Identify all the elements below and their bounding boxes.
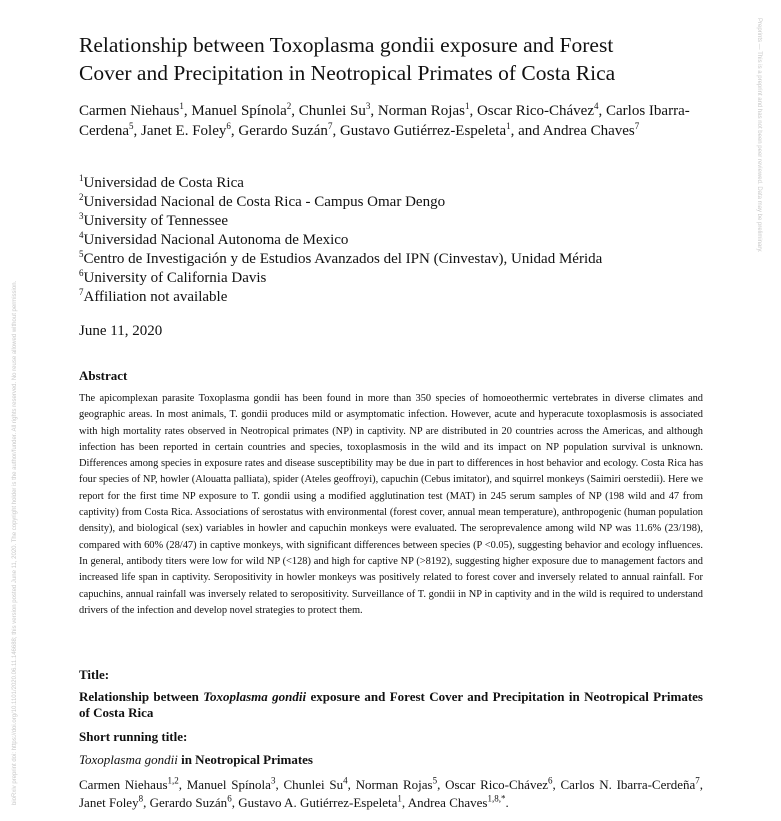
author	[141, 123, 238, 139]
affiliation	[79, 250, 705, 269]
block-author-name: Gustavo A. Gutiérrez-Espeleta	[238, 795, 398, 810]
block-author-name: Janet Foley	[79, 795, 139, 810]
author-affiliation-mark: 1	[179, 101, 184, 111]
block-author	[408, 795, 509, 810]
bold-title-post: exposure and Forest Cover and Precipitation in Neotropical Primates of Costa Rica	[79, 689, 703, 720]
author-separator: ,	[510, 123, 519, 139]
author-separator: ,	[291, 103, 299, 119]
author-name: Manuel Spínola	[191, 103, 287, 119]
author-affiliation-mark: 7	[634, 121, 640, 131]
running-title-label: Short running title:	[79, 729, 188, 744]
block-author-separator: ,	[143, 795, 150, 810]
affiliation	[79, 269, 705, 288]
affiliation-text: Universidad Nacional de Costa Rica - Campus Omar Dengo	[83, 194, 446, 210]
author-affiliation-mark: 4	[594, 101, 599, 111]
block-author-name: Oscar Rico-Chávez	[445, 777, 548, 792]
block-author-affiliation-mark: 8	[138, 793, 144, 804]
block-author-affiliation-mark: 6	[548, 775, 553, 786]
block-author	[79, 777, 187, 792]
affiliation	[79, 174, 705, 193]
affiliation-number: 4	[79, 230, 84, 240]
block-author-affiliation-mark: 1,2	[167, 775, 179, 786]
block-author-separator: .	[505, 795, 509, 810]
block-author-name: Gerardo Suzán	[149, 795, 228, 810]
author-name: Carlos Ibarra-Cerdena	[79, 103, 690, 139]
block-author-name: Chunlei Su	[283, 777, 344, 792]
block-author	[187, 777, 284, 792]
preprint-watermark: bioRxiv preprint doi: https://doi.org/10.1101/2020.06.11.146688; this version posted June 11, 2020. The copyright holder is the author/funder. All rights reserved. No reuse allowed without permission.	[12, 280, 18, 805]
block-author-affiliation-mark: 6	[227, 793, 232, 804]
affiliation	[79, 231, 705, 250]
block-author-affiliation-mark: 4	[343, 775, 348, 786]
block-author-separator: ,	[699, 777, 703, 792]
affiliation	[79, 288, 705, 307]
author-name: Chunlei Su	[298, 103, 366, 119]
author	[477, 103, 606, 119]
author	[518, 123, 639, 139]
affiliation	[79, 212, 705, 231]
author-affiliation-mark: 2	[286, 101, 292, 111]
paper-title-line-1: Relationship between Toxoplasma gondii exposure and Forest	[79, 33, 614, 57]
affiliation-number: 7	[79, 287, 84, 297]
author	[191, 103, 298, 119]
block-author	[561, 777, 704, 792]
affiliation-number: 2	[79, 192, 84, 202]
block-author-affiliation-mark: 7	[695, 775, 700, 786]
author-separator: ,	[598, 103, 607, 119]
paper-title-line-2: Cover and Precipitation in Neotropical Primates of Costa Rica	[79, 61, 616, 85]
author-name: and Andrea Chaves	[518, 123, 635, 139]
author-affiliation-mark: 1	[464, 101, 470, 111]
author-name: Carmen Niehaus	[79, 103, 180, 119]
author	[299, 103, 378, 119]
author-name: Oscar Rico-Chávez	[476, 103, 595, 119]
author	[238, 123, 340, 139]
affiliation-number: 6	[79, 268, 84, 278]
author-name: Janet E. Foley	[140, 123, 227, 139]
author-name: Norman Rojas	[377, 103, 465, 119]
author-separator: ,	[332, 123, 340, 139]
affiliation-text: University of California Davis	[83, 270, 267, 286]
block-author-separator: ,	[401, 795, 408, 810]
block-author-name: Carmen Niehaus	[79, 777, 168, 792]
author-affiliation-mark: 7	[327, 121, 333, 131]
author-separator: ,	[133, 123, 141, 139]
title-label: Title:	[79, 667, 110, 682]
block-author-separator: ,	[347, 777, 356, 792]
affiliation-list	[79, 174, 705, 307]
affiliation-text: Universidad Nacional Autonoma de Mexico	[83, 232, 349, 248]
block-author-name: Andrea Chaves	[407, 795, 488, 810]
preprint-watermark-right: Preprints — This is a preprint and has not been peer reviewed. Data may be preliminary.	[756, 18, 762, 253]
author-affiliation-mark: 1	[506, 121, 511, 131]
block-author-affiliation-mark: 5	[432, 775, 438, 786]
block-author	[356, 777, 445, 792]
running-title	[79, 752, 313, 768]
author-separator: ,	[230, 123, 239, 139]
author	[340, 123, 518, 139]
author-separator: ,	[183, 103, 192, 119]
author	[79, 103, 191, 119]
block-author-name: Carlos N. Ibarra-Cerdeña	[560, 777, 696, 792]
author-separator: ,	[370, 103, 378, 119]
author-list	[79, 101, 705, 141]
affiliation-number: 5	[79, 249, 84, 259]
running-title-species: Toxoplasma gondii	[79, 752, 178, 767]
bold-title-pre: Relationship between	[79, 689, 204, 704]
block-author-affiliation-mark: 3	[270, 775, 276, 786]
block-author	[445, 777, 560, 792]
bold-title	[79, 689, 703, 721]
block-author	[79, 795, 150, 810]
affiliation-number: 1	[79, 173, 84, 183]
author-name: Gerardo Suzán	[238, 123, 328, 139]
block-author	[238, 795, 408, 810]
author-affiliation-mark: 6	[226, 121, 231, 131]
block-author-affiliation-mark: 1,8,*	[487, 793, 506, 804]
author-affiliation-mark: 5	[128, 121, 134, 131]
affiliation	[79, 193, 705, 212]
block-author-separator: ,	[437, 777, 446, 792]
affiliation-text: Universidad de Costa Rica	[83, 175, 244, 191]
block-author-separator: ,	[275, 777, 284, 792]
author-separator: ,	[469, 103, 477, 119]
author	[378, 103, 477, 119]
abstract-text: The apicomplexan parasite Toxoplasma gondii has been found in more than 350 species of homoeothermic vertebrates in diverse climates and geographic areas. In most animals, T. gondii produces mild or asymptomatic infection. However, acute and hyperacute toxoplasmosis is associated with high mortality rates observed in Neotropical primates (NP) in captivity. NP are distributed in 20 countries across the Americas, and although infection has been reported in certain countries and species, toxoplasmosis in the wild and its impact on NP population survival is unknown. Differences among species in exposure rates and disease susceptibility may be due in part to differences in host behavior and ecology. Costa Rica has four species of NP, howler (Alouatta palliata), spider (Ateles geoffroyi), capuchin (Cebus imitator), and squirrel monkeys (Saimiri oerstedii). Here we report for the first time NP exposure to T. gondii using a modified agglutination test (MAT) in 245 serum samples of NP (198 wild and 47 from captivity) from Costa Rica. Associations of serostatus with environmental (forest cover, annual mean temperature), anthropogenic (human population density), and biological (sex) variables in howler and capuchin monkeys were evaluated. The seroprevalence among wild NP was 11.6% (23/198), compared with 60% (28/47) in captive monkeys, with significant differences between species (P <0.05), suggesting behavior and ecology influences. In general, antibody titers were low for wild NP (<128) and high for captive NP (>8192), suggesting higher exposure due to management factors and increased life span in captivity. Seropositivity in howler monkeys was positively related to forest cover and inversely related to annual rainfall. For capuchins, annual rainfall was inversely related to seropositivity. Surveillance of T. gondii in NP in captivity and in the wild is required to understand drivers of the infection and develop novel strategies to protect them.	[79, 393, 703, 616]
author-name: Gustavo Gutiérrez-Espeleta	[339, 123, 507, 139]
abstract-heading: Abstract	[79, 368, 128, 383]
block-author-separator: ,	[178, 777, 187, 792]
block-author-separator: ,	[552, 777, 561, 792]
affiliation-text: Centro de Investigación y de Estudios Avanzados del IPN (Cinvestav), Unidad Mérida	[83, 251, 603, 267]
block-author-name: Manuel Spínola	[186, 777, 271, 792]
author-block	[79, 776, 703, 812]
block-author-affiliation-mark: 1	[397, 793, 402, 804]
publication-date: June 11, 2020	[79, 323, 163, 339]
author-affiliation-mark: 3	[365, 101, 371, 111]
affiliation-text: Affiliation not available	[83, 289, 228, 305]
block-author	[283, 777, 355, 792]
block-author-name: Norman Rojas	[355, 777, 433, 792]
paper-title	[79, 31, 705, 87]
bold-title-species: Toxoplasma gondii	[203, 689, 307, 704]
block-author	[150, 795, 239, 810]
block-author-separator: ,	[231, 795, 239, 810]
affiliation-number: 3	[79, 211, 84, 221]
running-title-rest: in Neotropical Primates	[177, 752, 313, 767]
affiliation-text: University of Tennessee	[83, 213, 228, 229]
